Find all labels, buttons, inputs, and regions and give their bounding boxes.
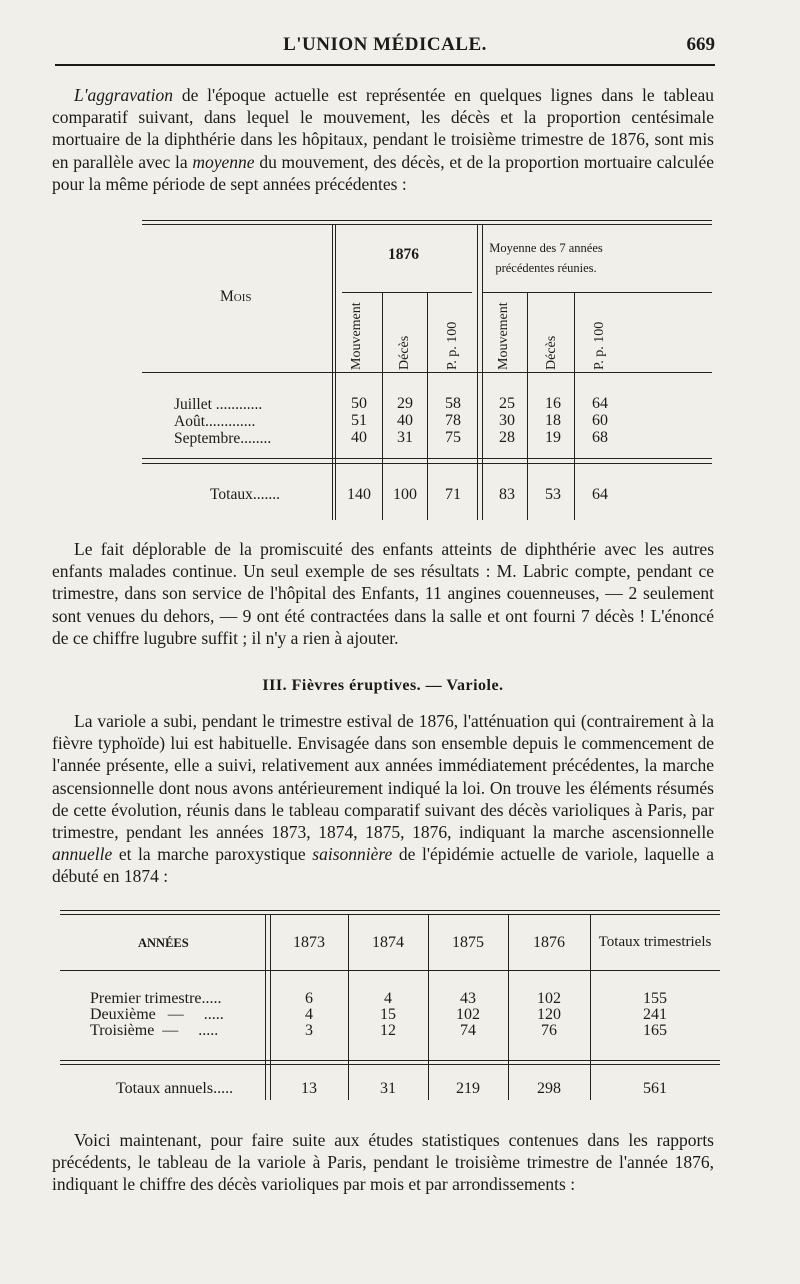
total-cell: 298 bbox=[537, 1080, 561, 1097]
month-label: Juillet ............ bbox=[174, 396, 263, 413]
group-1876: 1876 bbox=[388, 246, 419, 263]
col-label: Décès bbox=[397, 335, 412, 370]
cell: 3 bbox=[305, 1022, 313, 1039]
row-label: Premier trimestre..... bbox=[90, 990, 222, 1007]
cell: 78 bbox=[445, 412, 461, 429]
section-heading: III. Fièvres éruptives. — Variole. bbox=[262, 677, 504, 694]
total-cell: 64 bbox=[592, 486, 608, 503]
total-cell: 31 bbox=[380, 1080, 396, 1097]
cell: 31 bbox=[397, 429, 413, 446]
para3-text-b: et la marche paroxystique bbox=[112, 844, 313, 865]
para2-text: Le fait déplorable de la promiscuité des enfants atteints de diphthérie avec les autres enfants malades continue. Un seul exemple de ses résultats : M. Labric compte, pendant ce trimestre, dans son service de l'hôpital des Enfants, 11 angines couenneuses, — 2 seulement sont venues du dehors, — 9 ont été contractées dans la salle et ont fourni 7 décès ! L'énoncé de ce chiffre lugubre suffit ; il n'y a rien à ajouter. bbox=[52, 539, 714, 648]
col-label: P. p. 100 bbox=[445, 321, 460, 370]
cell: 241 bbox=[643, 1006, 667, 1023]
total-cell: 140 bbox=[347, 486, 371, 503]
para3-text-c: de l'épidémie actuelle de variole, laquelle a débuté en 1874 : bbox=[52, 844, 714, 887]
journal-title: L'UNION MÉDICALE. bbox=[283, 34, 487, 55]
total-cell: 100 bbox=[393, 486, 417, 503]
para1-text-a: de l'époque actuelle est représentée en quelques lignes dans le tableau comparatif suivant, dans lequel le mouvement, les décès et la proportion centésimale mortuaire de la diphthérie dans les hôpitaux, pendant le troisième trimestre de 1876, sont mis en parallèle avec la bbox=[52, 85, 714, 172]
cell: 64 bbox=[592, 395, 608, 412]
cell: 155 bbox=[643, 990, 667, 1007]
cell: 4 bbox=[305, 1006, 313, 1023]
running-head bbox=[55, 30, 715, 62]
para1-text-b: du mouvement, des décès, et de la proportion mortuaire calculée pour la même période de sept années précédentes : bbox=[52, 151, 714, 194]
cell: 43 bbox=[460, 990, 476, 1007]
cell: 6 bbox=[305, 990, 313, 1007]
col-label: P. p. 100 bbox=[592, 321, 607, 370]
para3-text-a: La variole a subi, pendant le trimestre estival de 1876, l'atténuation qui (contrairement à la fièvre typhoïde) lui est habituelle. Envisagée dans son ensemble depuis le commencement de l'année présente, elle a suivi, relativement aux années immédiatement précédentes, la marche ascensionnelle dont nous avons antérieurement indiqué la loi. On trouve les éléments résumés de cette évolution, réunis dans le tableau comparatif suivant des décès varioliques à Paris, par trimestre, pendant les années 1873, 1874, 1875, 1876, indiquant la marche ascensionnelle bbox=[52, 711, 714, 843]
cell: 75 bbox=[445, 429, 461, 446]
totals-label: Totaux annuels..... bbox=[116, 1080, 234, 1097]
cell: 29 bbox=[397, 395, 413, 412]
cell: 16 bbox=[545, 395, 561, 412]
cell: 102 bbox=[456, 1006, 480, 1023]
para3-italic-1: annuelle bbox=[52, 844, 113, 865]
cell: 60 bbox=[592, 412, 608, 429]
row-label: Troisième — ..... bbox=[90, 1022, 219, 1039]
cell: 74 bbox=[460, 1022, 476, 1039]
cell: 40 bbox=[397, 412, 413, 429]
table2-header: 1874 bbox=[372, 934, 404, 951]
col-label: Décès bbox=[544, 335, 559, 370]
cell: 19 bbox=[545, 429, 561, 446]
group-average: Moyenne des 7 années précédentes réunies. bbox=[489, 241, 603, 275]
cell: 50 bbox=[351, 395, 367, 412]
row-label: Deuxième — ..... bbox=[90, 1006, 224, 1023]
paragraph-variole bbox=[52, 710, 714, 888]
variole-table bbox=[60, 910, 720, 1100]
table2-header: ANNÉES bbox=[138, 936, 189, 950]
table2-header: 1873 bbox=[293, 934, 325, 951]
page-number: 669 bbox=[686, 34, 715, 55]
paragraph-arrondissements bbox=[52, 1129, 714, 1196]
total-cell: 219 bbox=[456, 1080, 480, 1097]
lead-italic: L'aggravation bbox=[74, 85, 174, 105]
cell: 28 bbox=[499, 429, 515, 446]
cell: 40 bbox=[351, 429, 367, 446]
cell: 25 bbox=[499, 395, 515, 412]
cell: 18 bbox=[545, 412, 561, 429]
total-cell: 71 bbox=[445, 486, 461, 503]
cell: 165 bbox=[643, 1022, 667, 1039]
total-cell: 83 bbox=[499, 486, 515, 503]
cell: 120 bbox=[537, 1006, 561, 1023]
para4-text: Voici maintenant, pour faire suite aux études statistiques contenues dans les rapports précédents, le tableau de la variole à Paris, pendant le troisième trimestre de l'année 1876, indiquant le chiffre des décès varioliques par mois et par arrondissements : bbox=[52, 1130, 714, 1195]
cell: 58 bbox=[445, 395, 461, 412]
cell: 30 bbox=[499, 412, 515, 429]
cell: 102 bbox=[537, 990, 561, 1007]
month-label: Août............. bbox=[174, 413, 256, 430]
total-cell: 13 bbox=[301, 1080, 317, 1097]
row-header: Mois bbox=[220, 288, 252, 305]
paragraph-aggravation bbox=[52, 84, 714, 195]
table2-header: 1876 bbox=[533, 934, 565, 951]
cell: 4 bbox=[384, 990, 392, 1007]
cell: 68 bbox=[592, 429, 608, 446]
cell: 51 bbox=[351, 412, 367, 429]
para3-italic-2: saisonnière bbox=[312, 844, 393, 865]
paragraph-promiscuity bbox=[52, 538, 714, 649]
totals-label: Totaux....... bbox=[210, 486, 280, 503]
diphtheria-table bbox=[142, 220, 712, 520]
cell: 76 bbox=[541, 1022, 557, 1039]
month-label: Septembre........ bbox=[174, 430, 272, 447]
total-cell: 53 bbox=[545, 486, 561, 503]
col-label: Mouvement bbox=[496, 302, 511, 370]
cell: 15 bbox=[380, 1006, 396, 1023]
total-cell: 561 bbox=[643, 1080, 667, 1097]
cell: 12 bbox=[380, 1022, 396, 1039]
table2-header: 1875 bbox=[452, 934, 484, 951]
para1-italic: moyenne bbox=[192, 151, 255, 172]
header-rule bbox=[55, 64, 715, 66]
table2-header: Totaux trimestriels bbox=[598, 934, 712, 950]
col-label: Mouvement bbox=[349, 302, 364, 370]
